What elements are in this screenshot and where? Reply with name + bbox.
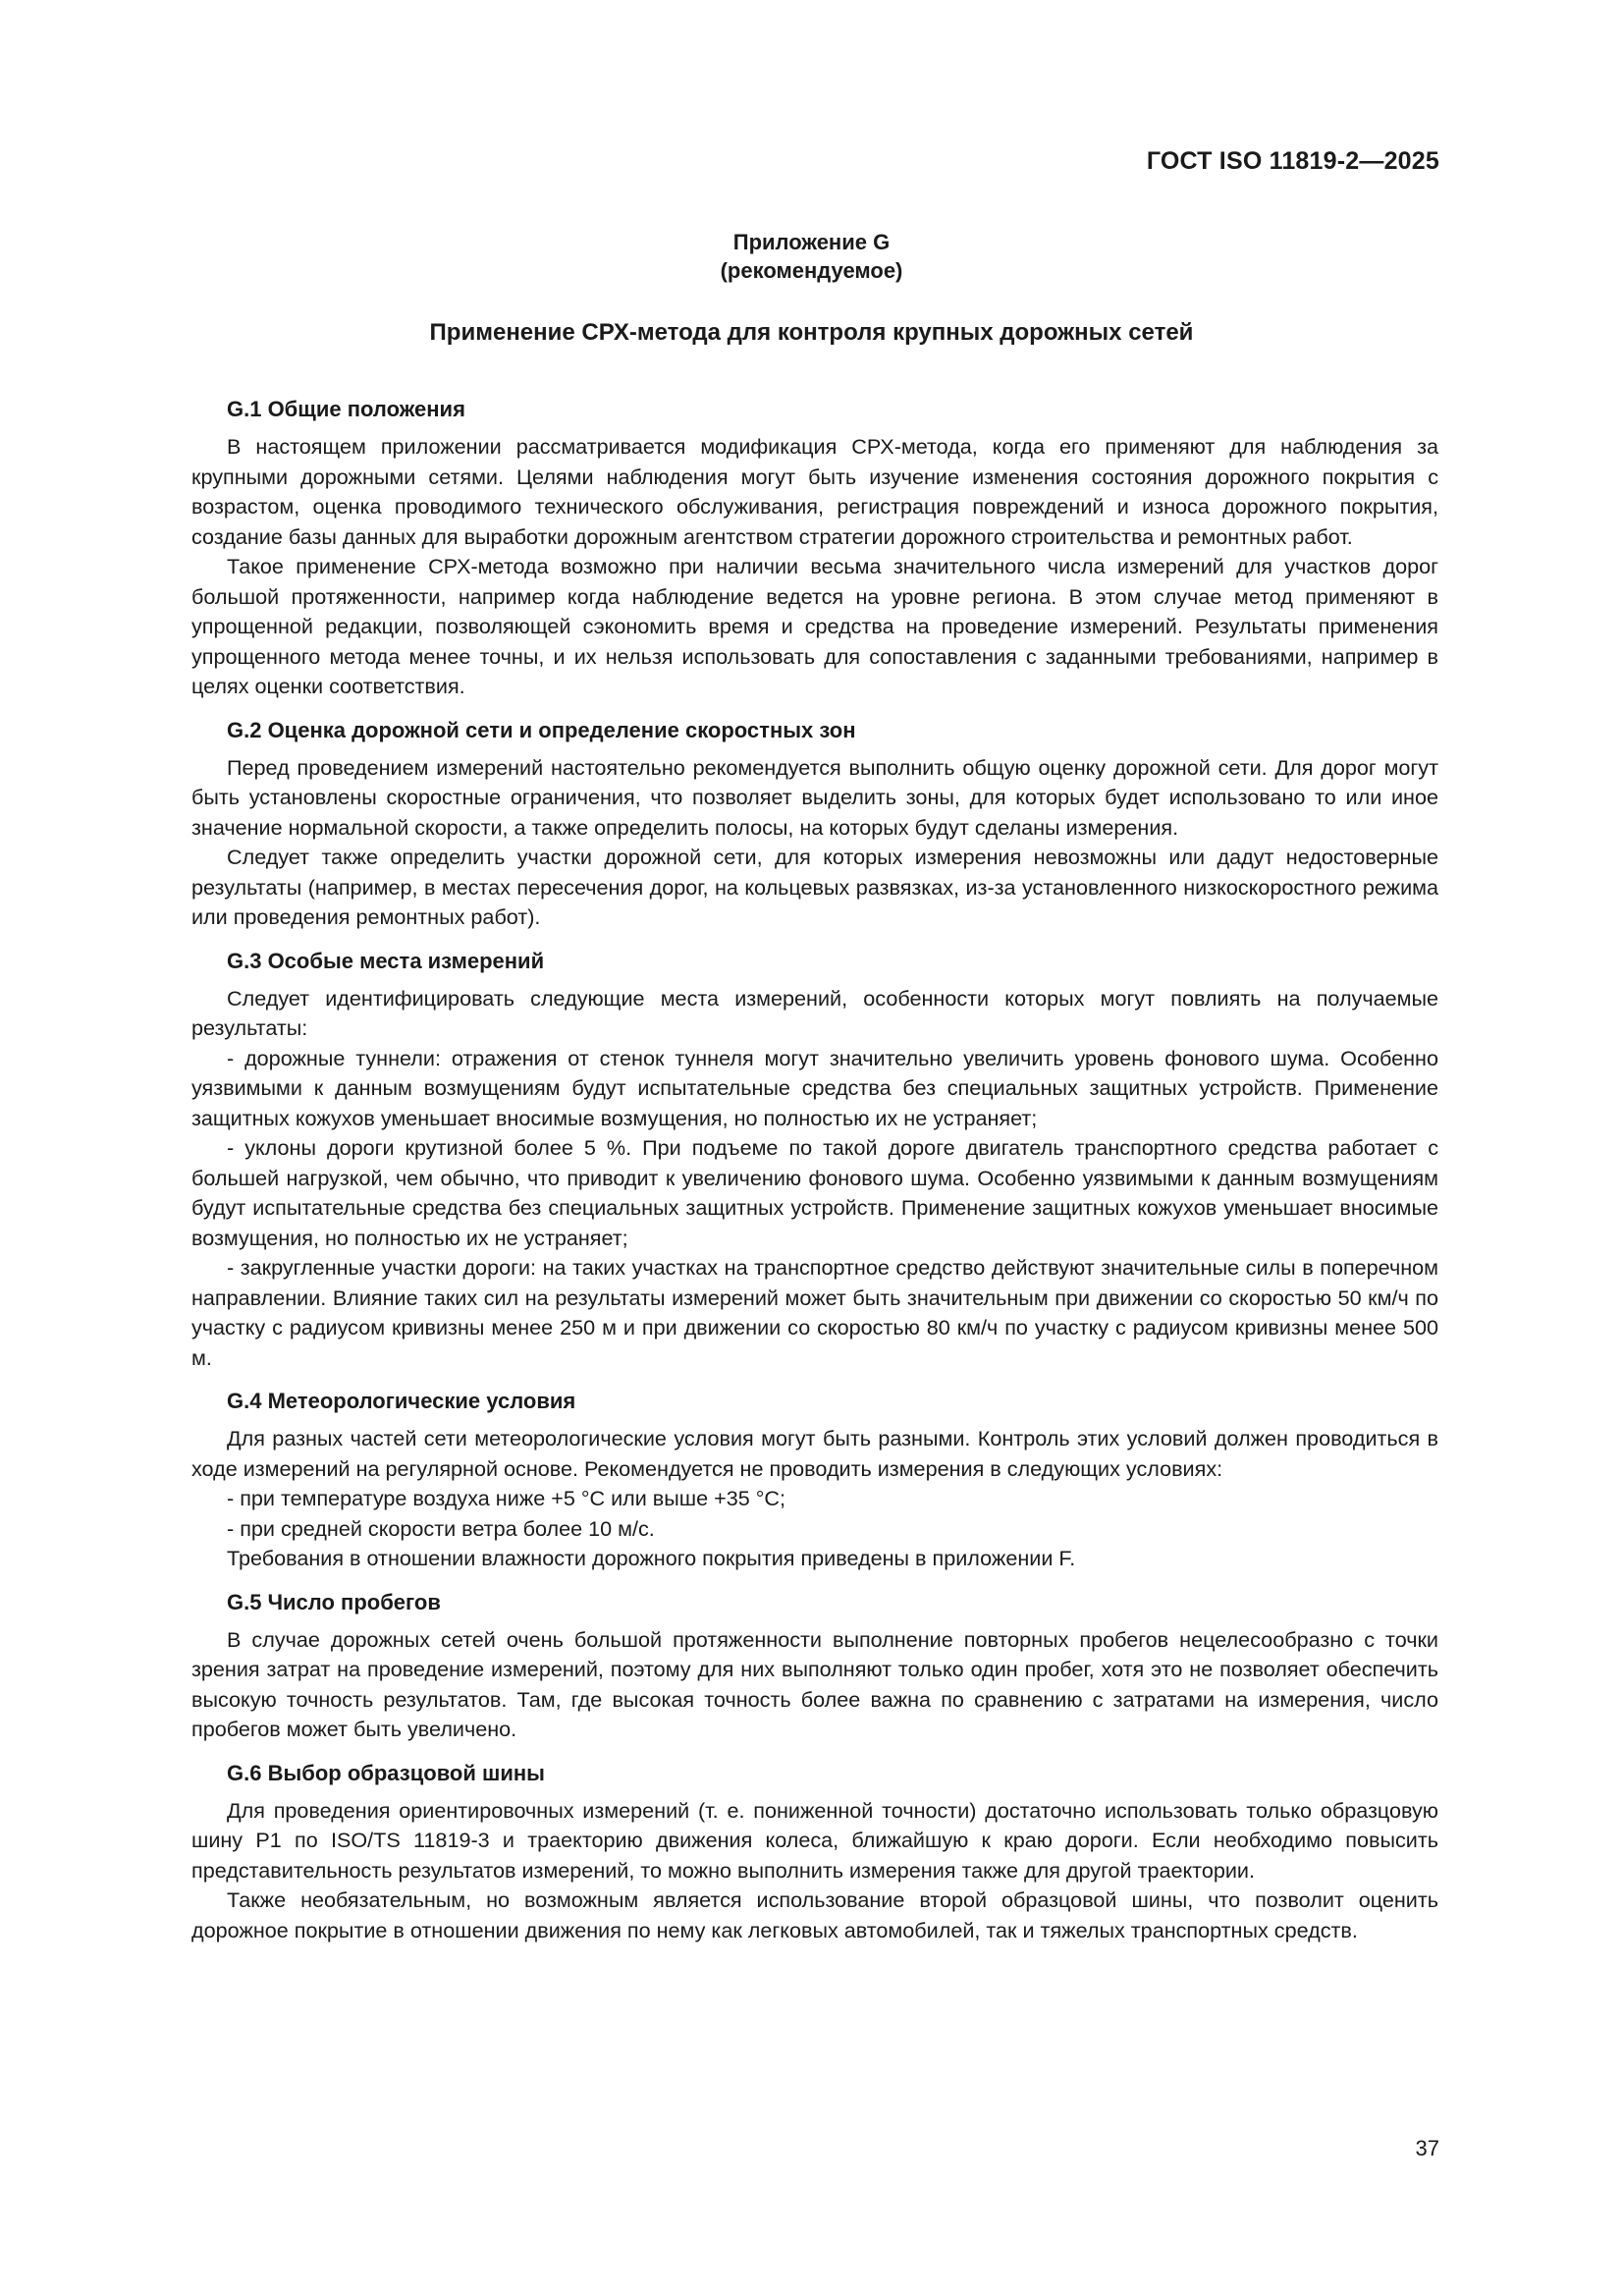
section-heading: G.1 Общие положения — [227, 397, 465, 421]
paragraph: Следует идентифицировать следующие места измерений, особенности которых могут повлиять на получаемые результаты: — [191, 985, 1438, 1040]
paragraph: В настоящем приложении рассматривается модификация СРХ-метода, когда его применяют для наблюдения за крупными дорожными сетями. Целями наблюдения могут быть изучение изменения состояния дорожного покрытия с возрастом, оценка проводимого технического обслуживания, регистрация повреждений и износа дорожного покрытия, создание базы данных для выработки дорожным агентством стратегии дорожного строительства и ремонтных работ. — [191, 434, 1438, 549]
section-g3 — [191, 947, 1438, 1374]
annex-label: Приложение G — [732, 230, 891, 254]
paragraph: Следует также определить участки дорожной сети, для которых измерения невозможны или дадут недостоверные результаты (например, в местах пересечения дорог, на кольцевых развязках, из-за установленного низкоскоростного режима или проведения ремонтных работ). — [191, 845, 1438, 929]
paragraph: Перед проведением измерений настоятельно рекомендуется выполнить общую оценку дорожной сети. Для дорог могут быть установлены скоростные ограничения, что позволяет выделить зоны, для которых будет использовано то или иное значение нормальной скорости, а также определить полосы, на которых будут сделаны измерения. — [191, 754, 1438, 840]
paragraph: Также необязательным, но возможным является использование второй образцовой шины, что позволит оценить дорожное покрытие в отношении движения по нему как легковых автомобилей, так и тяжелых транспортных средств. — [191, 1887, 1438, 1942]
paragraph: Требования в отношении влажности дорожного покрытия приведены в приложении F. — [227, 1546, 1076, 1570]
paragraph: Для проведения ориентировочных измерений (т. е. пониженной точности) достаточно использовать только образцовую шину Р1 по ISO/TS 11819-3 и траекторию движения колеса, ближайшую к краю дороги. Если необходимо повысить представительность результатов измерений, то можно выполнить измерения также для другой траектории. — [191, 1797, 1438, 1883]
annex-status: (рекомендуемое) — [720, 258, 903, 283]
list-item: - при температуре воздуха ниже +5 °С или выше +35 °С; — [227, 1486, 785, 1510]
section-heading: G.5 Число пробегов — [227, 1589, 441, 1614]
section-g4 — [191, 1387, 1438, 1574]
section-heading: G.2 Оценка дорожной сети и определение скоростных зон — [227, 717, 856, 742]
section-heading: G.3 Особые места измерений — [227, 948, 545, 973]
list-item: - закругленные участки дороги: на таких участках на транспортное средство действуют значительные силы в поперечном направлении. Влияние таких сил на результаты измерений может быть значительным при движении со скоростью 50 км/ч по участку с радиусом кривизны менее 250 м и при движении со скоростью 80 км/ч по участку с радиусом кривизны менее 500 м. — [191, 1255, 1438, 1370]
list-item: - уклоны дороги крутизной более 5 %. При подъеме по такой дороге двигатель транспортного средства работает с большей нагрузкой, чем обычно, что приводит к увеличению фонового шума. Особенно уязвимыми к данным возмущениям будут испытательные средства без специальных защитных устройств. Применение защитных кожухов уменьшает вносимые возмущения, но полностью их не устраняет; — [191, 1135, 1438, 1250]
section-g6 — [191, 1759, 1438, 1946]
section-g5 — [191, 1588, 1438, 1745]
document-body — [191, 395, 1438, 1959]
section-heading: G.6 Выбор образцовой шины — [227, 1760, 545, 1785]
section-g1 — [191, 395, 1438, 702]
document-code: ГОСТ ISO 11819-2—2025 — [1146, 147, 1439, 175]
annex-label-block — [0, 228, 1623, 285]
list-item: - дорожные туннели: отражения от стенок туннеля могут значительно увеличить уровень фонового шума. Особенно уязвимыми к данным возмущениям будут испытательные средства без специальных защитных устройств. Применение защитных кожухов уменьшает вносимые возмущения, но полностью их не устраняет; — [191, 1045, 1438, 1130]
page-number: 37 — [1415, 2136, 1439, 2160]
paragraph: Такое применение СРХ-метода возможно при наличии весьма значительного числа измерений для участков дорог большой протяженности, например когда наблюдение ведется на уровне региона. В этом случае метод применяют в упрощенной редакции, позволяющей сэкономить время и средства на проведение измерений. Результаты применения упрощенного метода менее точны, и их нельзя использовать для сопоставления с заданными требованиями, например в целях оценки соответствия. — [191, 554, 1438, 698]
paragraph: В случае дорожных сетей очень большой протяженности выполнение повторных пробегов нецелесообразно с точки зрения затрат на проведение измерений, поэтому для них выполняют только один пробег, хотя это не позволяет обеспечить высокую точность результатов. Там, где высокая точность более важна по сравнению с затратами на измерения, число пробегов может быть увеличено. — [191, 1626, 1438, 1741]
paragraph: Для разных частей сети метеорологические условия могут быть разными. Контроль этих условий должен проводиться в ходе измерений на регулярной основе. Рекомендуется не проводить измерения в следующих условиях: — [191, 1426, 1438, 1481]
section-heading: G.4 Метеорологические условия — [227, 1389, 576, 1413]
list-item: - при средней скорости ветра более 10 м/с. — [227, 1515, 655, 1541]
annex-title: Применение СРХ-метода для контроля крупных дорожных сетей — [429, 319, 1194, 346]
section-g2 — [191, 716, 1438, 933]
